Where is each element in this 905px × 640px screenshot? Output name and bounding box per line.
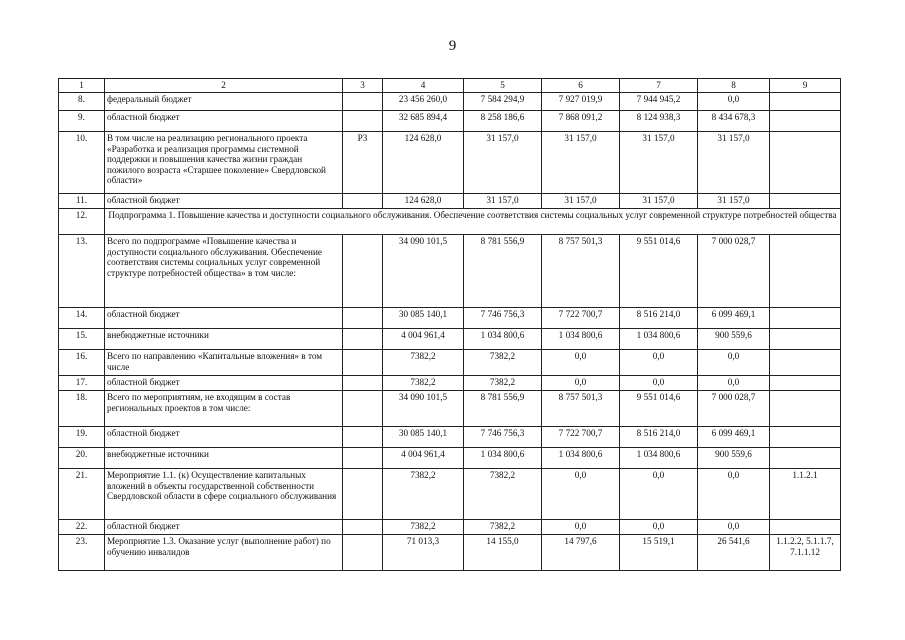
project-code-cell (343, 350, 383, 376)
amount-cell: 9 551 014,6 (620, 235, 698, 308)
amount-cell: 7 722 700,7 (542, 427, 620, 448)
row-name-cell: областной бюджет (105, 111, 343, 132)
amount-cell: 31 157,0 (542, 194, 620, 209)
row-number-cell: 13. (59, 235, 105, 308)
header-cell: 9 (770, 79, 841, 93)
row-name-cell: областной бюджет (105, 427, 343, 448)
amount-cell: 0,0 (620, 376, 698, 391)
project-code-cell (343, 376, 383, 391)
table-row (59, 209, 841, 235)
row-name-cell: Всего по подпрограмме «Повышение качества и доступности социального обслуживания. Обеспечение соответствия системы социальных услуг современной структуре потребностей общества» в том числе: (105, 235, 343, 308)
header-cell: 3 (343, 79, 383, 93)
row-number-cell: 21. (59, 469, 105, 520)
row-number-cell: 11. (59, 194, 105, 209)
header-cell: 4 (383, 79, 464, 93)
table-row (59, 391, 841, 427)
amount-cell: 30 085 140,1 (383, 427, 464, 448)
project-code-cell (343, 391, 383, 427)
amount-cell: 1 034 800,6 (542, 448, 620, 469)
amount-cell: 8 258 186,6 (464, 111, 542, 132)
amount-cell: 0,0 (620, 520, 698, 535)
row-number-cell: 22. (59, 520, 105, 535)
row-name-cell: областной бюджет (105, 194, 343, 209)
amount-cell: 7382,2 (383, 469, 464, 520)
amount-cell: 8 516 214,0 (620, 308, 698, 329)
project-code-cell (343, 308, 383, 329)
target-number-cell: 1.1.2.1 (770, 469, 841, 520)
row-number-cell: 12. (59, 209, 105, 235)
row-name-cell: Мероприятие 1.3. Оказание услуг (выполнение работ) по обучению инвалидов (105, 535, 343, 571)
amount-cell: 1 034 800,6 (620, 448, 698, 469)
row-name-cell: Мероприятие 1.1. (к) Осуществление капитальных вложений в объекты государственной собственности Свердловской области в сфере социального обслуживания (105, 469, 343, 520)
table-row (59, 132, 841, 194)
amount-cell: 6 099 469,1 (698, 308, 770, 329)
budget-table-body (59, 79, 841, 571)
amount-cell: 1 034 800,6 (464, 329, 542, 350)
amount-cell: 1 034 800,6 (464, 448, 542, 469)
target-number-cell (770, 235, 841, 308)
target-number-cell (770, 194, 841, 209)
amount-cell: 124 628,0 (383, 132, 464, 194)
row-name-cell: внебюджетные источники (105, 329, 343, 350)
amount-cell: 900 559,6 (698, 448, 770, 469)
target-number-cell (770, 391, 841, 427)
amount-cell: 7 944 945,2 (620, 93, 698, 111)
table-row (59, 469, 841, 520)
amount-cell: 31 157,0 (698, 132, 770, 194)
project-code-cell (343, 469, 383, 520)
row-number-cell: 17. (59, 376, 105, 391)
amount-cell: 0,0 (698, 520, 770, 535)
amount-cell: 4 004 961,4 (383, 329, 464, 350)
project-code-cell: P3 (343, 132, 383, 194)
amount-cell: 0,0 (620, 469, 698, 520)
amount-cell: 34 090 101,5 (383, 391, 464, 427)
table-header-row (59, 79, 841, 93)
table-row (59, 308, 841, 329)
amount-cell: 8 757 501,3 (542, 391, 620, 427)
amount-cell: 0,0 (698, 376, 770, 391)
amount-cell: 7 746 756,3 (464, 308, 542, 329)
amount-cell: 7 722 700,7 (542, 308, 620, 329)
amount-cell: 0,0 (542, 520, 620, 535)
amount-cell: 23 456 260,0 (383, 93, 464, 111)
project-code-cell (343, 448, 383, 469)
row-number-cell: 10. (59, 132, 105, 194)
table-row (59, 235, 841, 308)
header-cell: 6 (542, 79, 620, 93)
table-row (59, 93, 841, 111)
amount-cell: 7382,2 (464, 350, 542, 376)
amount-cell: 8 781 556,9 (464, 391, 542, 427)
project-code-cell (343, 235, 383, 308)
table-row (59, 520, 841, 535)
table-row (59, 376, 841, 391)
project-code-cell (343, 194, 383, 209)
project-code-cell (343, 93, 383, 111)
table-row (59, 427, 841, 448)
budget-table (58, 78, 841, 571)
amount-cell: 30 085 140,1 (383, 308, 464, 329)
target-number-cell (770, 329, 841, 350)
amount-cell: 7 746 756,3 (464, 427, 542, 448)
amount-cell: 7382,2 (383, 350, 464, 376)
target-number-cell (770, 427, 841, 448)
amount-cell: 8 516 214,0 (620, 427, 698, 448)
amount-cell: 0,0 (542, 350, 620, 376)
table-row (59, 448, 841, 469)
row-name-cell: федеральный бюджет (105, 93, 343, 111)
row-name-cell: Всего по мероприятиям, не входящим в состав региональных проектов в том числе: (105, 391, 343, 427)
amount-cell: 14 155,0 (464, 535, 542, 571)
table-row (59, 329, 841, 350)
amount-cell: 0,0 (542, 376, 620, 391)
target-number-cell (770, 520, 841, 535)
amount-cell: 1 034 800,6 (620, 329, 698, 350)
amount-cell: 7 000 028,7 (698, 235, 770, 308)
amount-cell: 15 519,1 (620, 535, 698, 571)
amount-cell: 7382,2 (464, 469, 542, 520)
amount-cell: 124 628,0 (383, 194, 464, 209)
amount-cell: 31 157,0 (464, 194, 542, 209)
project-code-cell (343, 535, 383, 571)
row-number-cell: 23. (59, 535, 105, 571)
amount-cell: 32 685 894,4 (383, 111, 464, 132)
row-name-cell: внебюджетные источники (105, 448, 343, 469)
row-number-cell: 18. (59, 391, 105, 427)
project-code-cell (343, 111, 383, 132)
amount-cell: 0,0 (698, 93, 770, 111)
target-number-cell (770, 132, 841, 194)
page-number: 9 (448, 38, 457, 54)
row-name-cell: областной бюджет (105, 520, 343, 535)
amount-cell: 7 000 028,7 (698, 391, 770, 427)
amount-cell: 7382,2 (464, 376, 542, 391)
amount-cell: 8 434 678,3 (698, 111, 770, 132)
target-number-cell (770, 111, 841, 132)
amount-cell: 31 157,0 (620, 132, 698, 194)
table-row (59, 194, 841, 209)
project-code-cell (343, 520, 383, 535)
target-number-cell (770, 308, 841, 329)
row-name-cell: В том числе на реализацию регионального проекта «Разработка и реализация программы системной поддержки и повышения качества жизни граждан пожилого возраста «Старшее поколение» Свердловской области» (105, 132, 343, 194)
amount-cell: 8 757 501,3 (542, 235, 620, 308)
header-cell: 1 (59, 79, 105, 93)
target-number-cell (770, 350, 841, 376)
row-number-cell: 16. (59, 350, 105, 376)
amount-cell: 8 781 556,9 (464, 235, 542, 308)
amount-cell: 7 584 294,9 (464, 93, 542, 111)
amount-cell: 0,0 (620, 350, 698, 376)
amount-cell: 4 004 961,4 (383, 448, 464, 469)
row-number-cell: 9. (59, 111, 105, 132)
subprogram-heading-cell: Подпрограмма 1. Повышение качества и доступности социального обслуживания. Обеспечение соответствия системы социальных услуг современной структуре потребностей общества (105, 209, 841, 235)
amount-cell: 31 157,0 (698, 194, 770, 209)
header-cell: 2 (105, 79, 343, 93)
target-number-cell (770, 376, 841, 391)
target-number-cell: 1.1.2.2, 5.1.1.7, 7.1.1.12 (770, 535, 841, 571)
amount-cell: 1 034 800,6 (542, 329, 620, 350)
amount-cell: 34 090 101,5 (383, 235, 464, 308)
amount-cell: 14 797,6 (542, 535, 620, 571)
header-cell: 7 (620, 79, 698, 93)
project-code-cell (343, 329, 383, 350)
row-name-cell: областной бюджет (105, 308, 343, 329)
amount-cell: 7 927 019,9 (542, 93, 620, 111)
amount-cell: 9 551 014,6 (620, 391, 698, 427)
row-number-cell: 19. (59, 427, 105, 448)
project-code-cell (343, 427, 383, 448)
row-name-cell: областной бюджет (105, 376, 343, 391)
table-row (59, 350, 841, 376)
table-row (59, 535, 841, 571)
amount-cell: 7 868 091,2 (542, 111, 620, 132)
header-cell: 5 (464, 79, 542, 93)
row-name-cell: Всего по направлению «Капитальные вложения» в том числе (105, 350, 343, 376)
amount-cell: 0,0 (698, 350, 770, 376)
row-number-cell: 14. (59, 308, 105, 329)
amount-cell: 7382,2 (383, 520, 464, 535)
row-number-cell: 8. (59, 93, 105, 111)
amount-cell: 0,0 (698, 469, 770, 520)
target-number-cell (770, 93, 841, 111)
header-cell: 8 (698, 79, 770, 93)
amount-cell: 900 559,6 (698, 329, 770, 350)
amount-cell: 7382,2 (383, 376, 464, 391)
amount-cell: 8 124 938,3 (620, 111, 698, 132)
amount-cell: 31 157,0 (542, 132, 620, 194)
amount-cell: 26 541,6 (698, 535, 770, 571)
amount-cell: 31 157,0 (464, 132, 542, 194)
row-number-cell: 15. (59, 329, 105, 350)
row-number-cell: 20. (59, 448, 105, 469)
target-number-cell (770, 448, 841, 469)
amount-cell: 0,0 (542, 469, 620, 520)
amount-cell: 7382,2 (464, 520, 542, 535)
table-row (59, 111, 841, 132)
amount-cell: 31 157,0 (620, 194, 698, 209)
amount-cell: 71 013,3 (383, 535, 464, 571)
amount-cell: 6 099 469,1 (698, 427, 770, 448)
